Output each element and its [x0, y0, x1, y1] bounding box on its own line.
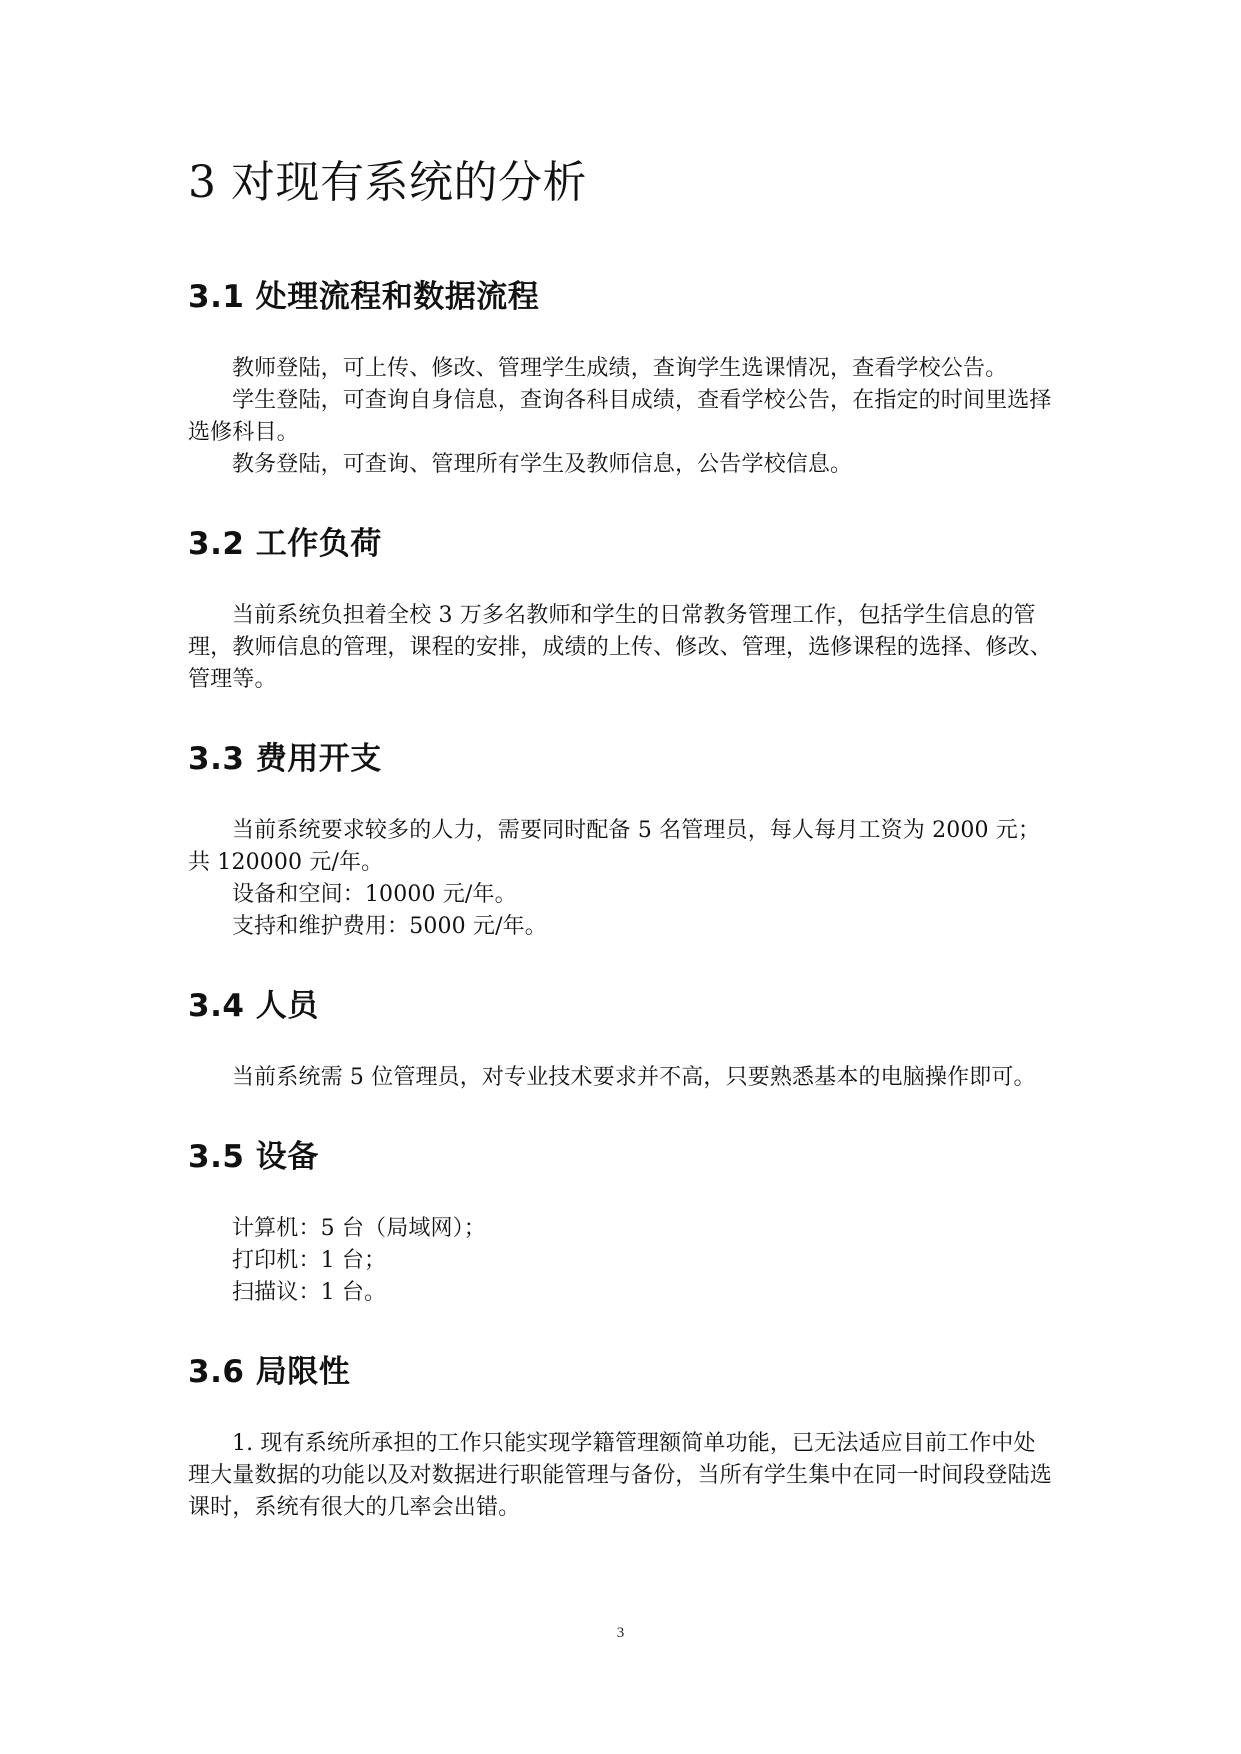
section-3-1	[188, 274, 1054, 481]
section-3-6	[188, 1349, 1054, 1524]
paragraph-teacher-login: 教师登陆，可上传、修改、管理学生成绩，查询学生选课情况，查看学校公告。	[232, 356, 1008, 381]
paragraph-computers: 计算机：5 台（局域网）；	[232, 1216, 486, 1241]
chapter-title: 3 对现有系统的分析	[188, 157, 587, 208]
section-heading-3-5: 3.5 设备	[188, 1139, 319, 1175]
section-heading-3-1: 3.1 处理流程和数据流程	[188, 279, 540, 315]
section-3-2	[188, 521, 1054, 696]
paragraph-workload: 当前系统负担着全校 3 万多名教师和学生的日常教务管理工作，包括学生信息的管理，教师信息的管理，课程的安排，成绩的上传、修改、管理，选修课程的选择、修改、管理等。	[188, 603, 1052, 692]
paragraph-equipment-space-cost: 设备和空间：10000 元/年。	[232, 882, 517, 907]
page-number: 3	[616, 1625, 625, 1641]
paragraph-limitations: 1. 现有系统所承担的工作只能实现学籍管理额简单功能，已无法适应目前工作中处理大量数据的功能以及对数据进行职能管理与备份，当所有学生集中在同一时间段登陆选课时，系统有很大的几率会出错。	[188, 1431, 1052, 1520]
paragraph-printers: 打印机：1 台；	[232, 1248, 387, 1273]
section-3-5	[188, 1134, 1054, 1309]
section-heading-3-4: 3.4 人员	[188, 988, 319, 1024]
section-heading-3-2: 3.2 工作负荷	[188, 526, 382, 562]
section-3-4	[188, 983, 1054, 1094]
paragraph-personnel: 当前系统需 5 位管理员，对专业技术要求并不高，只要熟悉基本的电脑操作即可。	[232, 1065, 1036, 1090]
paragraph-scanners: 扫描议：1 台。	[232, 1280, 387, 1305]
section-heading-3-3: 3.3 费用开支	[188, 741, 382, 777]
paragraph-student-login: 学生登陆，可查询自身信息，查询各科目成绩，查看学校公告，在指定的时间里选择选修科目。	[188, 388, 1052, 445]
paragraph-admin-login: 教务登陆，可查询、管理所有学生及教师信息，公告学校信息。	[232, 452, 853, 477]
section-heading-3-6: 3.6 局限性	[188, 1354, 351, 1390]
paragraph-support-maintenance-cost: 支持和维护费用：5000 元/年。	[232, 914, 547, 939]
section-3-3	[188, 736, 1054, 943]
page-content	[188, 152, 1054, 1564]
paragraph-staff-cost: 当前系统要求较多的人力，需要同时配备 5 名管理员，每人每月工资为 2000 元；共 120000 元/年。	[188, 818, 1041, 875]
